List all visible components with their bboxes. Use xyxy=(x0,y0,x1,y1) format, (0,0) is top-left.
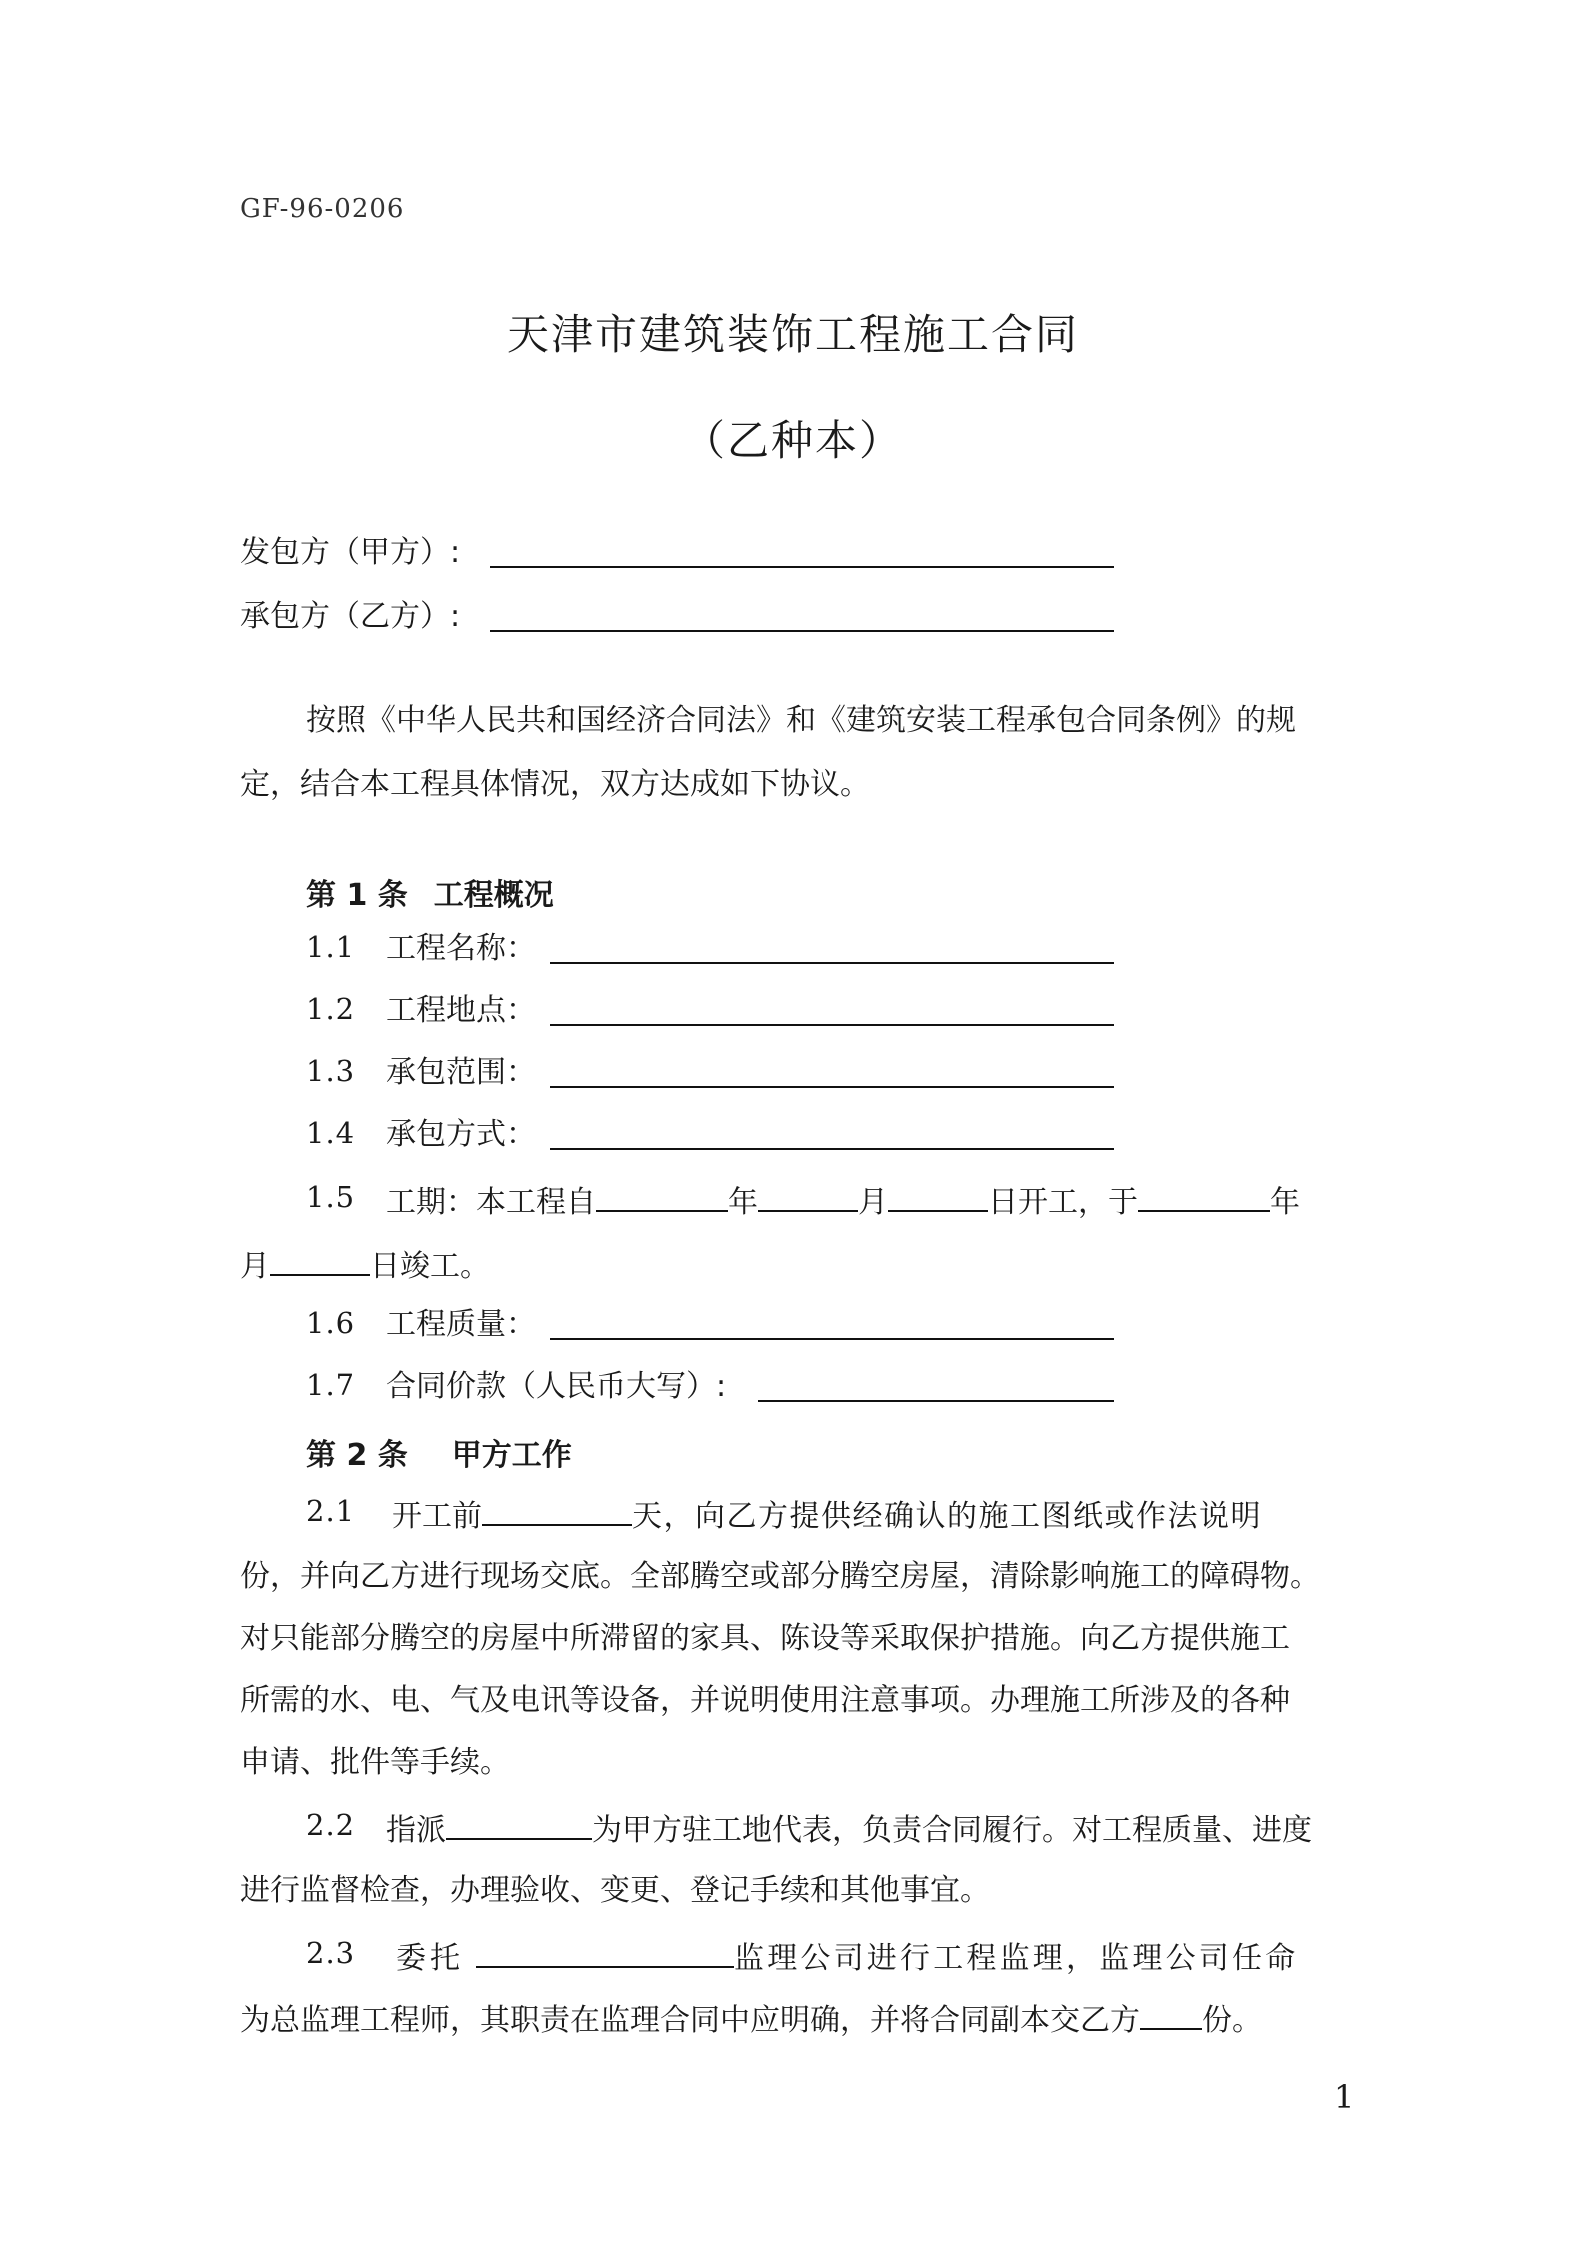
item-number: 2.3 xyxy=(306,1936,356,1970)
item-1-4-label: 承包方式： xyxy=(386,1117,536,1152)
item-number: 2.1 xyxy=(306,1494,356,1528)
start-month-blank xyxy=(758,1178,858,1212)
item-1-3 xyxy=(306,1054,355,1088)
item-2-2-line-2: 进行监督检查，办理验收、变更、登记手续和其他事宜。 xyxy=(240,1873,990,1908)
item-1-5-line-1 xyxy=(386,1178,1300,1224)
item-1-2-label: 工程地点： xyxy=(386,993,536,1028)
article-1-heading xyxy=(306,870,554,914)
days-blank xyxy=(482,1492,632,1526)
item-number: 1.5 xyxy=(306,1180,356,1214)
item-2-3 xyxy=(306,1936,355,1970)
item-2-3-line-1 xyxy=(396,1934,1298,1980)
item-1-7-blank xyxy=(758,1400,1114,1402)
item-number: 1.1 xyxy=(306,930,356,964)
document-title: 天津市建筑装饰工程施工合同 xyxy=(506,310,1079,359)
item-1-6-blank xyxy=(550,1338,1114,1340)
item-number: 1.6 xyxy=(306,1306,356,1340)
item-1-5 xyxy=(306,1180,355,1214)
assign-label: 指派 xyxy=(386,1813,446,1848)
item-1-5-line-2 xyxy=(240,1242,490,1288)
item-number: 1.4 xyxy=(306,1116,356,1150)
item-2-3-line-2 xyxy=(240,1996,1262,2042)
before-start-label: 开工前 xyxy=(392,1499,482,1534)
item-2-1 xyxy=(306,1494,355,1528)
item-1-1-blank xyxy=(550,962,1114,964)
article-1-number: 第 1 条 xyxy=(306,878,408,913)
end-month-label: 月 xyxy=(240,1249,270,1284)
party-b-blank xyxy=(490,630,1114,632)
item-1-2 xyxy=(306,992,355,1026)
article-1-title: 工程概况 xyxy=(433,878,554,913)
item-2-2 xyxy=(306,1808,355,1842)
item-number: 1.2 xyxy=(306,992,356,1026)
article-2-number: 第 2 条 xyxy=(306,1438,408,1473)
item-1-7-label: 合同价款（人民币大写）: xyxy=(386,1369,727,1404)
start-year-blank xyxy=(596,1178,728,1212)
item-1-3-label: 承包范围： xyxy=(386,1055,536,1090)
item-1-4-blank xyxy=(550,1148,1114,1150)
item-2-1-line-4: 所需的水、电、气及电讯等设备，并说明使用注意事项。办理施工所涉及的各种 xyxy=(240,1683,1290,1718)
preamble-line-1: 按照《中华人民共和国经济合同法》和《建筑安装工程承包合同条例》的规 xyxy=(306,703,1296,738)
duration-text-start: 工期：本工程自 xyxy=(386,1185,596,1220)
item-2-1-line-5: 申请、批件等手续。 xyxy=(240,1745,510,1780)
end-day-label: 日竣工。 xyxy=(370,1249,490,1284)
copies-label: 份。 xyxy=(1202,2003,1262,2038)
article-2-heading xyxy=(306,1430,572,1474)
party-a-label: 发包方（甲方）: xyxy=(240,535,461,570)
item-number: 2.2 xyxy=(306,1808,356,1842)
page-number: 1 xyxy=(1334,2078,1355,2116)
end-day-blank xyxy=(270,1242,370,1276)
year-label: 年 xyxy=(728,1185,758,1220)
item-number: 1.3 xyxy=(306,1054,356,1088)
start-day-label: 日开工，于 xyxy=(988,1185,1138,1220)
document-code: GF-96-0206 xyxy=(240,194,405,224)
month-label: 月 xyxy=(858,1185,888,1220)
item-1-1-label: 工程名称： xyxy=(386,931,536,966)
item-1-3-blank xyxy=(550,1086,1114,1088)
copies-blank xyxy=(1140,1996,1202,2030)
item-1-6-label: 工程质量： xyxy=(386,1307,536,1342)
item-1-1 xyxy=(306,930,355,964)
preamble-line-2: 定，结合本工程具体情况，双方达成如下协议。 xyxy=(240,767,870,802)
end-year-label: 年 xyxy=(1270,1185,1300,1220)
item-1-2-blank xyxy=(550,1024,1114,1026)
item-2-1-text: 天，向乙方提供经确认的施工图纸或作法说明 xyxy=(632,1499,1262,1534)
document-subtitle: （乙种本） xyxy=(682,416,903,465)
item-1-4 xyxy=(306,1116,355,1150)
item-number: 1.7 xyxy=(306,1368,356,1402)
item-2-2-text: 为甲方驻工地代表，负责合同履行。对工程质量、进度 xyxy=(592,1813,1312,1848)
item-2-1-line-1 xyxy=(392,1492,1262,1538)
party-b-label: 承包方（乙方）: xyxy=(240,599,461,634)
article-2-title: 甲方工作 xyxy=(451,1438,572,1473)
representative-blank xyxy=(446,1806,592,1840)
start-day-blank xyxy=(888,1178,988,1212)
item-2-3-text: 监理公司进行工程监理，监理公司任命 xyxy=(734,1941,1299,1976)
party-a-blank xyxy=(490,566,1114,568)
item-1-6 xyxy=(306,1306,355,1340)
item-1-7 xyxy=(306,1368,355,1402)
end-year-blank xyxy=(1138,1178,1270,1212)
item-2-1-line-2: 份，并向乙方进行现场交底。全部腾空或部分腾空房屋，清除影响施工的障碍物。 xyxy=(240,1559,1320,1594)
item-2-3-text-2: 为总监理工程师，其职责在监理合同中应明确，并将合同副本交乙方 xyxy=(240,2003,1140,2038)
item-2-1-line-3: 对只能部分腾空的房屋中所滞留的家具、陈设等采取保护措施。向乙方提供施工 xyxy=(240,1621,1290,1656)
entrust-label: 委托 xyxy=(396,1941,464,1976)
supervision-company-blank xyxy=(476,1934,734,1968)
item-2-2-line-1 xyxy=(386,1806,1312,1852)
